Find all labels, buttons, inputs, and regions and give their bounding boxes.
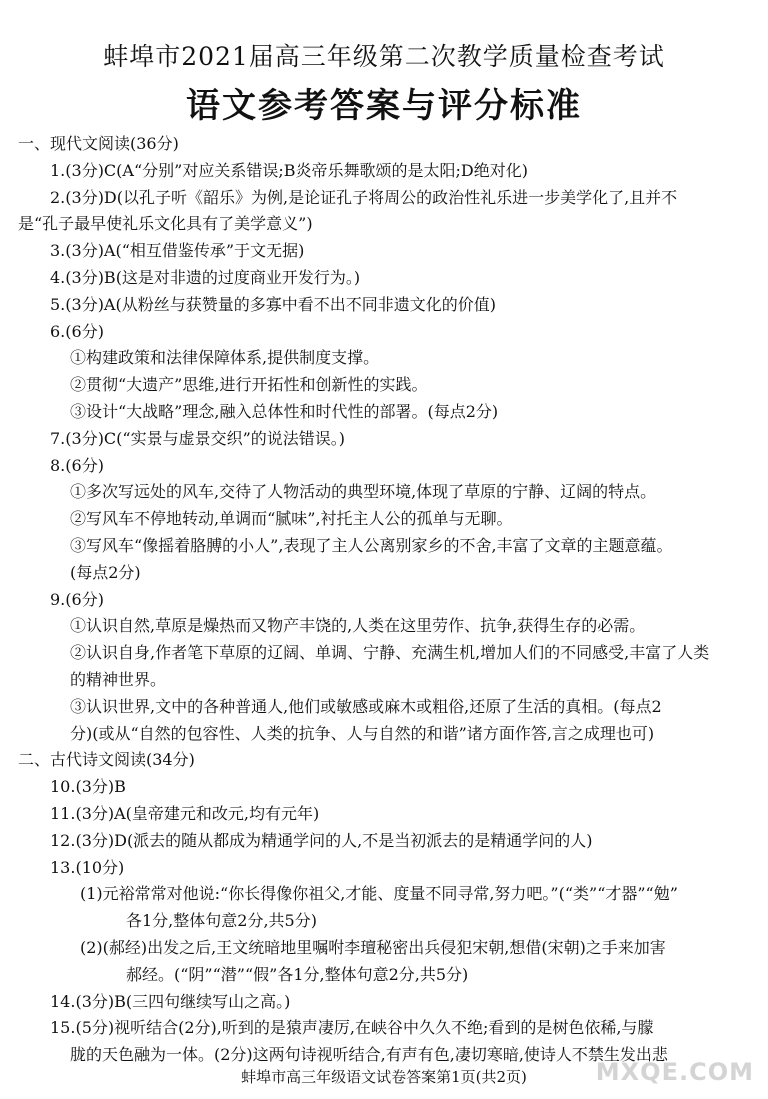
answer-line: (每点2分) bbox=[70, 562, 141, 582]
exam-title: 蚌埠市2021届高三年级第二次教学质量检查考试 bbox=[103, 42, 665, 71]
answer-line: 14.(3分)B(三四句继续写山之高。) bbox=[50, 991, 291, 1011]
answer-line: 2.(3分)D(以孔子听《韶乐》为例,是论证孔子将周公的政治性礼乐进一步美学化了,且并不 bbox=[50, 187, 678, 207]
answer-line: 10.(3分)B bbox=[50, 777, 126, 797]
answer-line: 3.(3分)A(“相互借鉴传承”于文无据) bbox=[50, 241, 305, 261]
answer-line: ①构建政策和法律保障体系,提供制度支撑。 bbox=[70, 348, 380, 368]
answer-line: 6.(6分) bbox=[50, 321, 104, 341]
answer-line: 各1分,整体句意2分,共5分) bbox=[126, 911, 317, 931]
answer-line: ②贯彻“大遗产”思维,进行开拓性和创新性的实践。 bbox=[70, 375, 428, 395]
page-title: 语文参考答案与评分标准 bbox=[186, 86, 582, 126]
answer-line: ③设计“大战略”理念,融入总体性和时代性的部署。(每点2分) bbox=[70, 401, 499, 421]
answer-line: ③认识世界,文中的各种普通人,他们或敏感或麻木或粗俗,还原了生活的真相。(每点2 bbox=[70, 696, 662, 716]
answer-line: 1.(3分)C(A“分别”对应关系错误;B炎帝乐舞歌颂的是太阳;D绝对化) bbox=[50, 160, 528, 180]
answer-line: 郝经。(“阴”“潜”“假”各1分,整体句意2分,共5分) bbox=[126, 964, 469, 984]
answer-line: 8.(6分) bbox=[50, 455, 104, 475]
watermark-logo: MXQE.COM bbox=[595, 1058, 754, 1086]
answer-line: 11.(3分)A(皇帝建元和改元,均有元年) bbox=[50, 803, 320, 823]
answer-line: ②写风车不停地转动,单调而“腻味”,衬托主人公的孤单与无聊。 bbox=[70, 509, 513, 529]
answer-content bbox=[18, 131, 752, 1069]
answer-line: ①多次写远处的风车,交待了人物活动的典型环境,体现了草原的宁静、辽阔的特点。 bbox=[70, 482, 657, 502]
answer-line: (1)元裕常常对他说:“你长得像你祖父,才能、度量不同寻常,努力吧。”(“类”“才器”“勉” bbox=[80, 884, 678, 904]
answer-line: 的精神世界。 bbox=[70, 669, 167, 689]
answer-line: 是“孔子最早使礼乐文化具有了美学意义”) bbox=[18, 214, 313, 234]
answer-line: (2)(郝经)出发之后,王文统暗地里嘱咐李璮秘密出兵侵犯宋朝,想借(宋朝)之手来加害 bbox=[80, 937, 666, 957]
answer-line: 12.(3分)D(派去的随从都成为精通学问的人,不是当初派去的是精通学问的人) bbox=[50, 830, 593, 850]
answer-line: 4.(3分)B(这是对非遗的过度商业开发行为。) bbox=[50, 267, 361, 287]
answer-line: 13.(10分) bbox=[50, 857, 125, 877]
answer-line: 9.(6分) bbox=[50, 589, 104, 609]
answer-line: 二、古代诗文阅读(34分) bbox=[18, 750, 195, 770]
answer-line: 胧的天色融为一体。(2分)这两句诗视听结合,有声有色,凄切寒暗,使诗人不禁生发出悲 bbox=[70, 1045, 668, 1065]
answer-line: 5.(3分)A(从粉丝与获赞量的多寡中看不出不同非遗文化的价值) bbox=[50, 294, 496, 314]
answer-line: 15.(5分)视听结合(2分),听到的是猿声凄厉,在峡谷中久久不绝;看到的是树色依稀,与朦 bbox=[50, 1018, 654, 1038]
answer-line: ①认识自然,草原是燥热而又物产丰饶的,人类在这里劳作、抗争,获得生存的必需。 bbox=[70, 616, 646, 636]
page-footer: 蚌埠市高三年级语文试卷答案第1页(共2页) bbox=[241, 1068, 527, 1086]
answer-line: ②认识自身,作者笔下草原的辽阔、单调、宁静、充满生机,增加人们的不同感受,丰富了人类 bbox=[70, 643, 710, 663]
answer-line: 一、现代文阅读(36分) bbox=[18, 134, 179, 153]
answer-line: 分)(或从“自然的包容性、人类的抗争、人与自然的和谐”诸方面作答,言之成理也可) bbox=[70, 723, 655, 743]
answer-line: 7.(3分)C(“实景与虚景交织”的说法错误。) bbox=[50, 428, 346, 448]
answer-line: ③写风车“像摇着胳膊的小人”,表现了主人公离别家乡的不舍,丰富了文章的主题意蕴。 bbox=[70, 535, 673, 555]
